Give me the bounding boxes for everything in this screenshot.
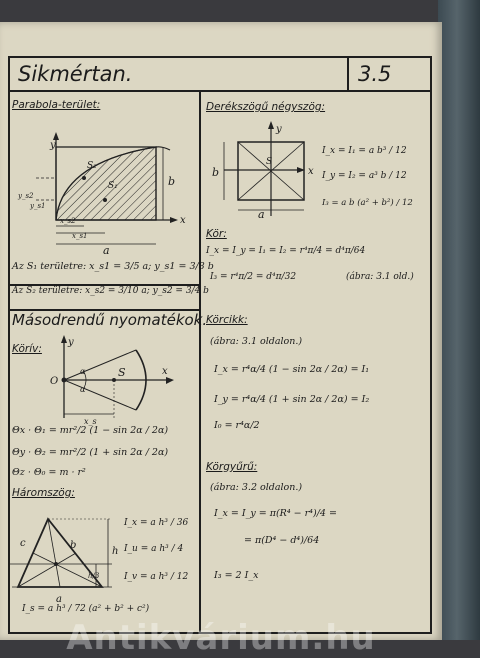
- parabola-xs1-label: x_s1: [72, 232, 88, 240]
- korcikk-heading: Körcikk:: [206, 314, 248, 326]
- koriv-formula-2: Θy · Θ₂ = mr²/2 (1 + sin 2α / 2α): [12, 447, 169, 458]
- rectangle-diagram: [0, 22, 440, 242]
- parabola-y-label: y: [50, 140, 56, 151]
- triangle-formula-3: I_v = a h³ / 12: [124, 572, 189, 582]
- parabola-b-label: b: [168, 175, 176, 188]
- korcikk-formula-2: I_y = r⁴α/4 (1 + sin 2α / 2α) = I₂: [214, 394, 370, 405]
- rect-x-label: x: [308, 166, 314, 177]
- triangle-formula-4: I_s = a h³ / 72 (a² + b² + c²): [22, 604, 150, 614]
- triangle-a-label: a: [56, 594, 62, 605]
- koriv-o-label: O: [50, 376, 59, 387]
- rect-formula-2: I_y = I₂ = a³ b / 12: [322, 171, 407, 181]
- kor-reference: (ábra: 3.1 old.): [346, 272, 414, 282]
- koriv-alpha2-label: α: [80, 385, 86, 394]
- kor-formula-2: I₃ = r⁴π/2 = d⁴π/32: [210, 272, 297, 282]
- haromszog-heading: Háromszög:: [12, 487, 75, 499]
- korgyuru-heading: Körgyűrű:: [206, 461, 258, 473]
- parabola-ys2-label: y_s2: [18, 192, 34, 200]
- parabola-heading: Parabola-terület:: [12, 99, 101, 111]
- parabola-s2-formula: Az S₂ területre: x_s2 = 3/10 a; y_s2 = 3/4 b: [12, 286, 209, 296]
- parabola-xs2-label: x_s2: [60, 217, 76, 225]
- korcikk-reference: (ábra: 3.1 oldalon.): [210, 336, 303, 347]
- koriv-xs-label: x_s: [84, 417, 97, 426]
- korcikk-formula-1: I_x = r⁴α/4 (1 − sin 2α / 2α) = I₁: [214, 364, 370, 375]
- triangle-c-label: c: [20, 538, 26, 549]
- parabola-x-label: x: [180, 215, 186, 226]
- rect-formula-3: I₃ = a b (a² + b²) / 12: [322, 198, 413, 208]
- korgyuru-formula-1: I_x = I_y = π(R⁴ − r⁴)/4 =: [214, 508, 337, 519]
- triangle-formula-2: I_u = a h³ / 4: [124, 544, 184, 554]
- parabola-a-label: a: [103, 244, 110, 257]
- triangle-b-label: b: [70, 540, 77, 551]
- derekszogu-heading: Derékszögű négyszög:: [206, 101, 326, 113]
- koriv-formula-1: Θx · Θ₁ = mr²/2 (1 − sin 2α / 2α): [12, 425, 169, 436]
- koriv-formula-3: Θz · Θ₀ = m · r²: [12, 467, 86, 478]
- parabola-s2-label: S₂: [87, 161, 97, 171]
- koriv-y-label: y: [68, 337, 74, 348]
- watermark: Antikvárium.hu: [66, 618, 376, 658]
- triangle-h3-label: h/3: [88, 572, 100, 580]
- rect-formula-1: I_x = I₁ = a b³ / 12: [322, 146, 407, 156]
- rect-b-label: b: [212, 166, 220, 179]
- parabola-s1-formula: Az S₁ területre: x_s1 = 3/5 a; y_s1 = 3/8 b: [12, 261, 214, 272]
- masodrendu-heading: Másodrendű nyomatékok.: [12, 311, 208, 329]
- parabola-s1-label: S₁: [108, 181, 118, 191]
- rect-a-label: a: [258, 208, 265, 221]
- koriv-s-label: S: [118, 366, 126, 379]
- rect-s-label: S: [266, 157, 273, 167]
- rect-y-label: y: [276, 124, 282, 135]
- korgyuru-formula-3: I₃ = 2 I_x: [214, 570, 259, 581]
- korgyuru-reference: (ábra: 3.2 oldalon.): [210, 482, 303, 493]
- triangle-h-label: h: [112, 546, 119, 557]
- koriv-heading: Körív:: [12, 343, 42, 355]
- kor-heading: Kör:: [206, 228, 227, 240]
- book-page: [0, 22, 442, 658]
- koriv-alpha1-label: α: [80, 367, 86, 376]
- book-spine: [438, 0, 480, 640]
- page-title: Sikmértan.: [18, 62, 133, 86]
- triangle-formula-1: I_x = a h³ / 36: [124, 518, 189, 528]
- page-number: 3.5: [358, 62, 392, 86]
- kor-formula-1: I_x = I_y = I₁ = I₂ = r⁴π/4 = d⁴π/64: [206, 246, 366, 256]
- korgyuru-formula-2: = π(D⁴ − d⁴)/64: [244, 535, 320, 546]
- koriv-x-label: x: [162, 366, 168, 377]
- korcikk-formula-3: I₀ = r⁴α/2: [214, 420, 260, 431]
- parabola-ys1-label: y_s1: [30, 202, 46, 210]
